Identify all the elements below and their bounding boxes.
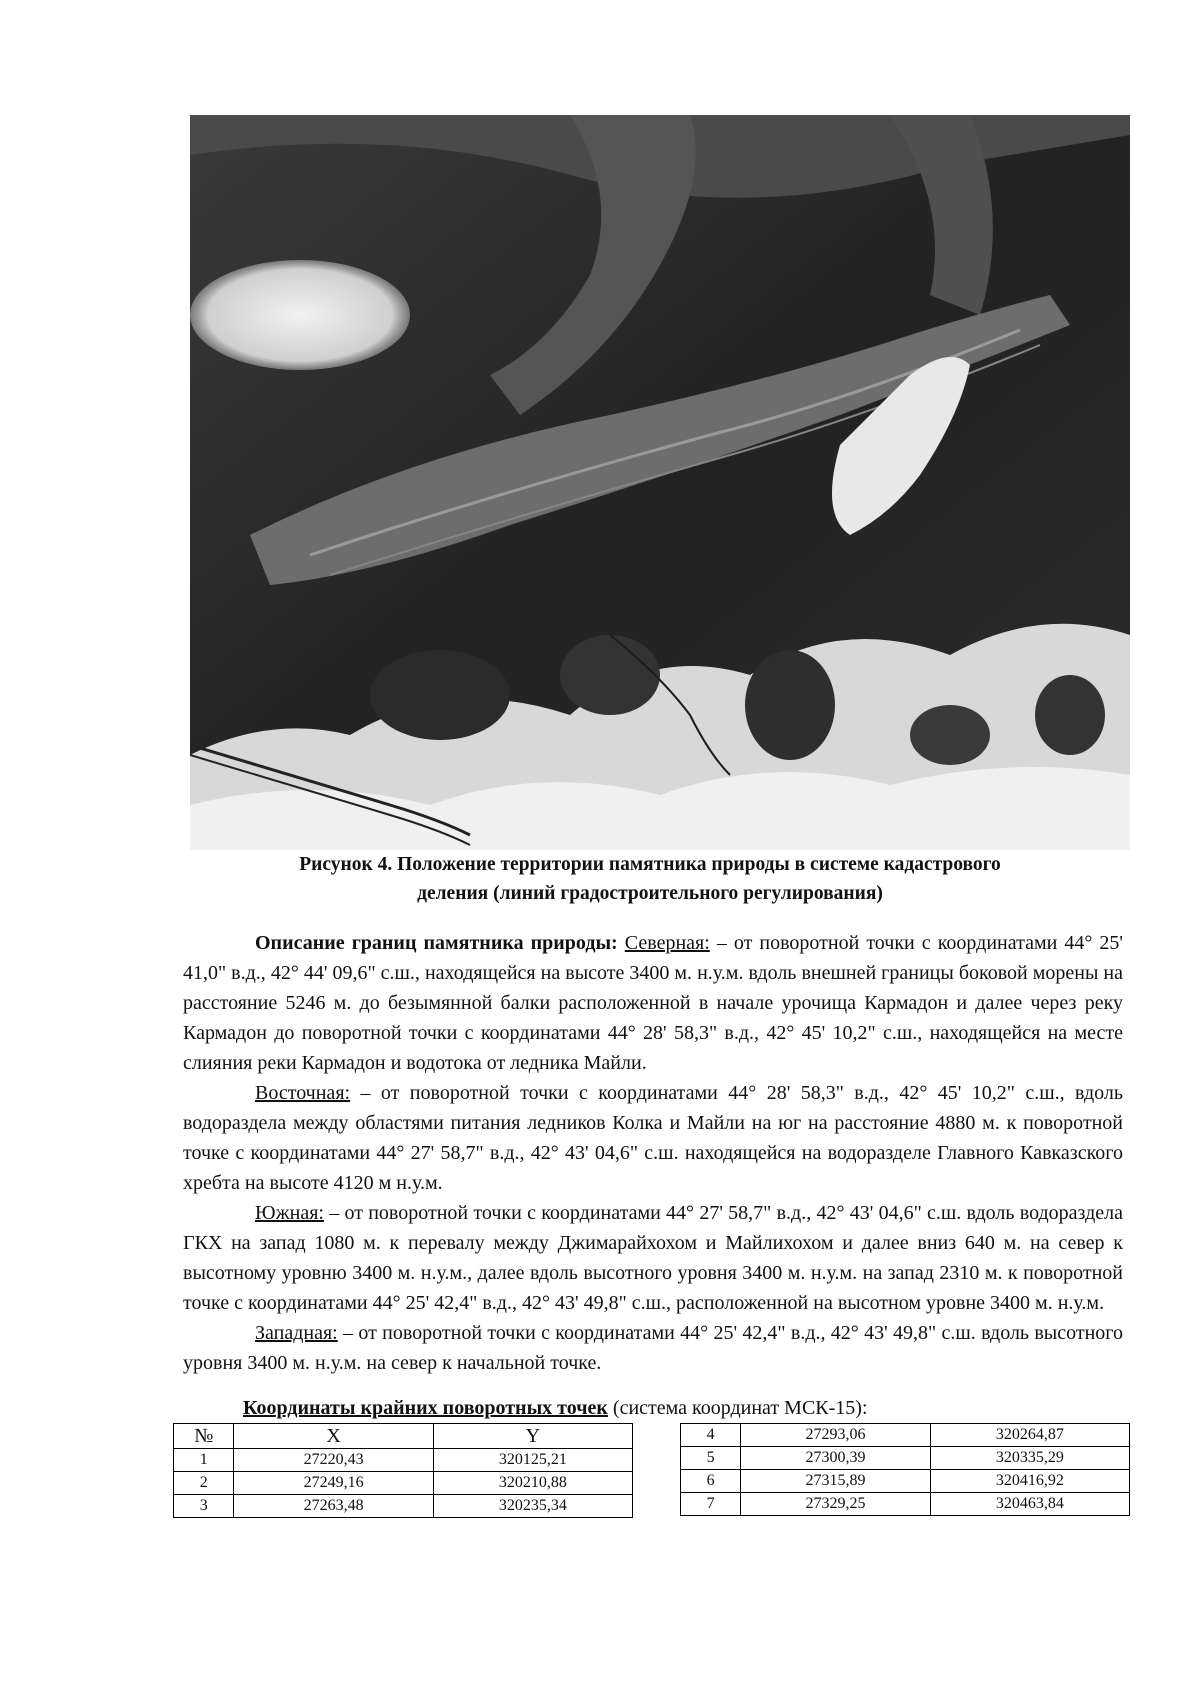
table-row (174, 1472, 633, 1495)
north-text: – от поворотной точки с координатами 44° 25' 41,0" в.д., 42° 44' 09,6" с.ш., находящейся на высоте 3400 м. н.у.м. вдоль внешней границы боковой морены на расстояние 5246 м. до безымянной балки расположенной в начале урочища Кармадон и далее через реку Кармадон до поворотной точки с координатами 44° 28' 58,3" в.д., 42° 45' 10,2" с.ш., находящейся на месте слияния реки Кармадон и водотока от ледника Майли. (183, 932, 1124, 1074)
cell-y: 320416,92 (930, 1470, 1129, 1493)
cell-y: 320235,34 (433, 1495, 632, 1518)
figure-caption (160, 850, 1140, 908)
coords-table-left (173, 1423, 633, 1518)
cell-number: 2 (174, 1472, 234, 1495)
table-row (681, 1447, 1130, 1470)
north-label: Северная: (624, 932, 710, 954)
table-row (681, 1493, 1130, 1516)
cell-number: 6 (681, 1470, 741, 1493)
cell-x: 27249,16 (234, 1472, 433, 1495)
description-lead: Описание границ памятника природы: (255, 932, 618, 954)
cell-y: 320125,21 (433, 1449, 632, 1472)
coords-title-bold: Координаты крайних поворотных точек (243, 1397, 608, 1419)
cell-x: 27300,39 (741, 1447, 930, 1470)
caption-line-1: Рисунок 4. Положение территории памятника природы в системе кадастрового (299, 854, 1001, 875)
aerial-photo (190, 115, 1130, 850)
cell-x: 27315,89 (741, 1470, 930, 1493)
coords-title-rest: (система координат МСК-15): (607, 1397, 868, 1419)
cell-x: 27220,43 (234, 1449, 433, 1472)
cell-y: 320210,88 (433, 1472, 632, 1495)
cell-y: 320335,29 (930, 1447, 1129, 1470)
boundary-description (183, 928, 1123, 1378)
cell-x: 27293,06 (741, 1424, 930, 1447)
header-number: № (174, 1424, 234, 1449)
cell-number: 4 (681, 1424, 741, 1447)
cell-x: 27263,48 (234, 1495, 433, 1518)
table-row (681, 1470, 1130, 1493)
table-row (174, 1449, 633, 1472)
cell-number: 1 (174, 1449, 234, 1472)
table-header-row (174, 1424, 633, 1449)
coords-table-right (680, 1423, 1130, 1516)
cell-number: 7 (681, 1493, 741, 1516)
header-y: Y (433, 1424, 632, 1449)
west-label: Западная: (255, 1322, 338, 1344)
west-paragraph (183, 1318, 1123, 1378)
east-label: Восточная: (255, 1082, 351, 1104)
coords-table-title (243, 1395, 868, 1421)
terrain-image (190, 115, 1130, 850)
table-row (174, 1495, 633, 1518)
cell-x: 27329,25 (741, 1493, 930, 1516)
cell-number: 5 (681, 1447, 741, 1470)
cell-y: 320463,84 (930, 1493, 1129, 1516)
table-row (681, 1424, 1130, 1447)
south-paragraph (183, 1198, 1123, 1318)
north-paragraph (183, 928, 1123, 1078)
west-text: – от поворотной точки с координатами 44° 25' 42,4" в.д., 42° 43' 49,8" с.ш. вдоль высотного уровня 3400 м. н.у.м. на север к начальной точке. (183, 1322, 1123, 1374)
cell-number: 3 (174, 1495, 234, 1518)
south-text: – от поворотной точки с координатами 44° 27' 58,7" в.д., 42° 43' 04,6" с.ш. вдоль водораздела ГКХ на запад 1080 м. к перевалу между Джимарайхохом и Майлихохом и далее вниз 640 м. на север к высотному уровню 3400 м. н.у.м., далее вдоль высотного уровня 3400 м. н.у.м. на запад 2310 м. к поворотной точке с координатами 44° 25' 42,4" в.д., 42° 43' 49,8" с.ш., расположенной на высотном уровне 3400 м. н.у.м. (183, 1202, 1123, 1314)
caption-line-2: деления (линий градостроительного регулирования) (417, 883, 883, 904)
cell-y: 320264,87 (930, 1424, 1129, 1447)
header-x: X (234, 1424, 433, 1449)
south-label: Южная: (255, 1202, 324, 1224)
east-paragraph (183, 1078, 1123, 1198)
east-text: – от поворотной точки с координатами 44° 28' 58,3" в.д., 42° 45' 10,2" с.ш., вдоль водораздела между областями питания ледников Колка и Майли на юг на расстояние 4880 м. к поворотной точке с координатами 44° 27' 58,7" в.д., 42° 43' 04,6" с.ш. находящейся на водоразделе Главного Кавказского хребта на высоте 4120 м н.у.м. (183, 1082, 1123, 1194)
